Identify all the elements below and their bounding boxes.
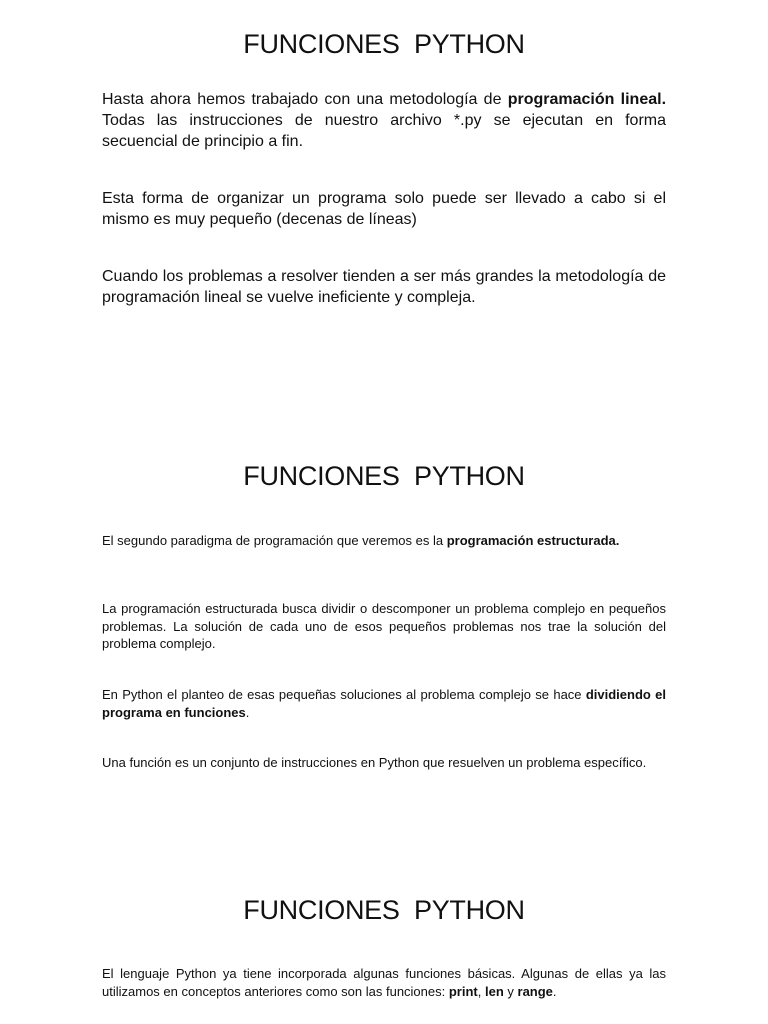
paragraph: [102, 600, 666, 653]
bold-text-run: programación lineal.: [507, 91, 667, 108]
bold-text-run: print: [448, 983, 478, 999]
slide-title: FUNCIONES PYTHON: [243, 29, 525, 59]
slide-title: FUNCIONES PYTHON: [243, 461, 525, 491]
text-run: .: [245, 704, 250, 720]
text-run: El lenguaje Python ya tiene incorporada algunas funciones básicas. Algunas de ellas ya las utilizamos en conceptos anteriores como son las funciones:: [102, 966, 666, 999]
text-run: Cuando los problemas a resolver tienden a ser más grandes la metodología de programación lineal se vuelve ineficiente y compleja.: [102, 268, 666, 306]
text-run: Una función es un conjunto de instrucciones en Python que resuelven un problema específico.: [102, 755, 647, 770]
paragraph: [102, 686, 666, 721]
text-run: La programación estructurada busca dividir o descomponer un problema complejo en pequeños problemas. La solución de cada uno de esos pequeños problemas nos trae la solución del problema complejo.: [102, 601, 666, 651]
paragraph: [102, 266, 666, 308]
text-run: .: [552, 983, 557, 999]
bold-text-run: programación estructurada.: [446, 533, 620, 548]
paragraph: [102, 532, 666, 550]
text-run: El segundo paradigma de programación que veremos es la: [102, 533, 447, 548]
paragraph: [102, 754, 666, 772]
slide-2: [0, 432, 768, 862]
bold-text-run: len: [484, 983, 504, 999]
bold-text-run: dividiendo el programa en funciones: [102, 687, 666, 720]
text-run: ,: [477, 983, 485, 999]
paragraph: [102, 89, 666, 152]
paragraph: [102, 965, 666, 1000]
text-run: y: [503, 983, 518, 999]
slide-1: [0, 0, 768, 400]
text-run: Hasta ahora hemos trabajado con una metodología de: [102, 91, 508, 108]
text-run: En Python el planteo de esas pequeñas soluciones al problema complejo se hace: [102, 687, 586, 702]
text-run: Todas las instrucciones de nuestro archivo *.py se ejecutan en forma secuencial de principio a fin.: [102, 112, 666, 150]
paragraph: [102, 188, 666, 230]
slide-title: FUNCIONES PYTHON: [243, 895, 525, 925]
text-run: Esta forma de organizar un programa solo puede ser llevado a cabo si el mismo es muy pequeño (decenas de líneas): [102, 190, 666, 228]
slide-3: [0, 864, 768, 1024]
bold-text-run: range: [517, 983, 553, 999]
